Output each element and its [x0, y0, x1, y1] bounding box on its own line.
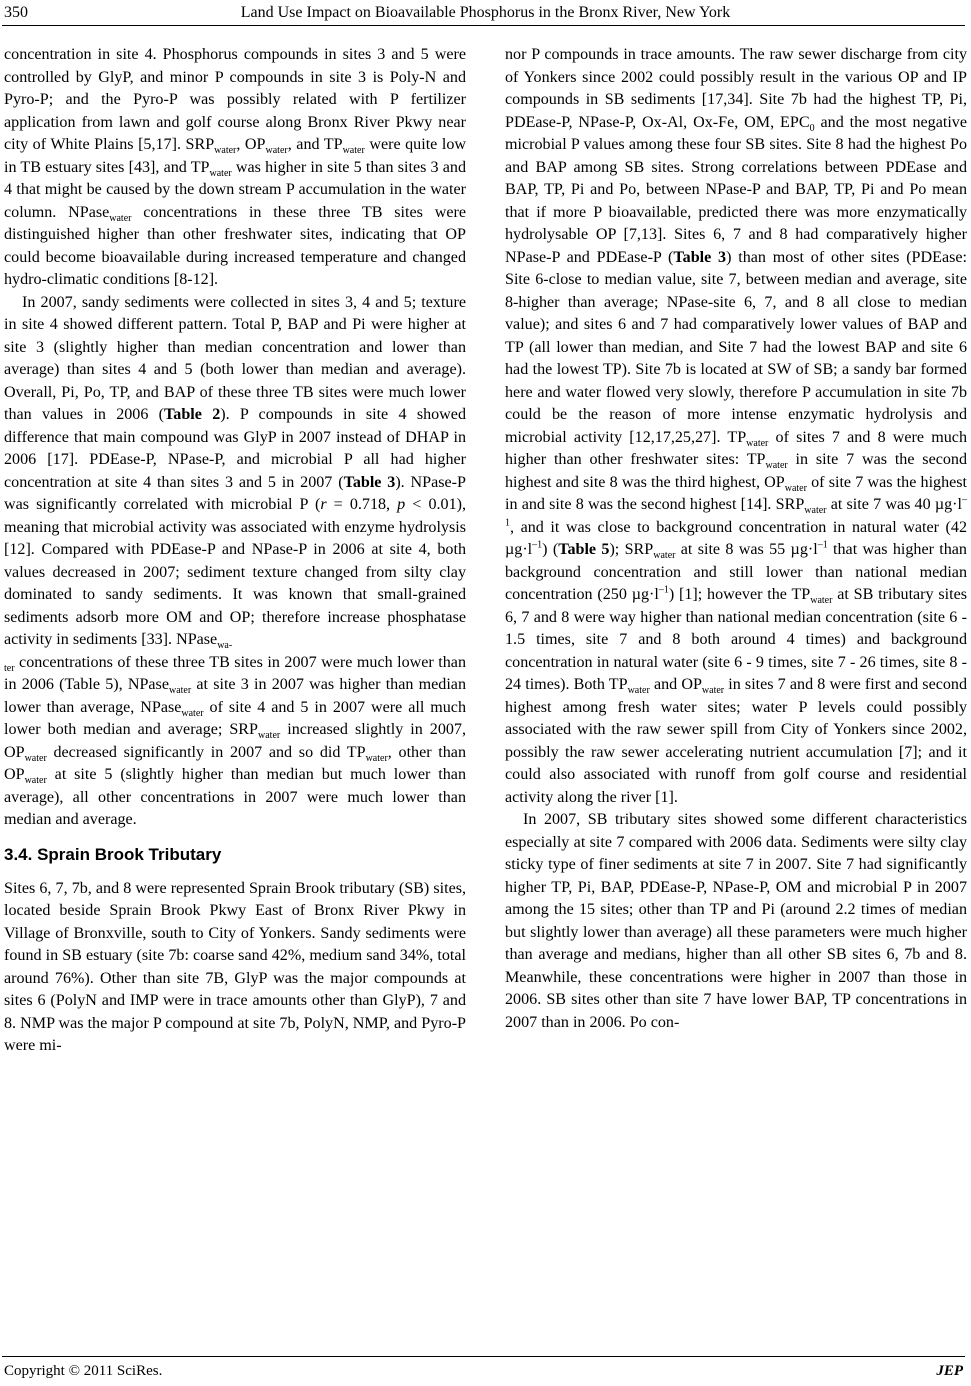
page-footer — [0, 1356, 971, 1382]
table-ref: Table 5 — [558, 541, 610, 558]
header-rule — [2, 25, 965, 26]
page-number: 350 — [4, 4, 28, 21]
running-title: Land Use Impact on Bioavailable Phosphorus in the Bronx River, New York — [240, 4, 731, 21]
copyright: Copyright © 2011 SciRes. — [4, 1363, 163, 1379]
paragraph: In 2007, sandy sediments were collected in sites 3, 4 and 5; texture in site 4 showed different pattern. Total P, BAP and Pi were higher at site 3 (slightly higher than median concentration and lower than average) than sites 4 and 5 (both lower than median and average). Overall, Pi, Po, TP, and BAP of these three TB sites were much lower than values in 2006 (Table 2). P compounds in site 4 showed difference that main compound was GlyP in 2007 instead of DHAP in 2006 [17]. PDEase-P, NPase-P, and microbial P all had higher concentration at site 4 than sites 3 and 5 in 2007 (Table 3). NPase-P was significantly correlated with microbial P (r = 0.718, p < 0.01), meaning that microbial activity was associated with enzyme hydrolysis [12]. Compared with PDEase-P and NPase-P in 2006 at site 4, both values decreased in 2007; sediment texture changed from silty clay dominated to sandy sediments. It was known that small-grained sediments adsorb more OM and OP; therefore increase phosphatase activity in sediments [33]. NPase$_{wa-}$ $_{ter}$ concentrations of these three TB sites in 2007 were much lower than in 2006 (Table 5), NPase$_{water}$ at site 3 in 2007 was higher than median lower than average, NPase$_{water}$ of site 4 and 5 in 2007 were all much lower both median and average; $SRP_{water}$ increased slightly in 2007, $OP_{water}$ decreased significantly in 2007 and so did $TP_{water}$, other than $OP_{water}$ at site 5 (slightly higher than median but much lower than average), all other concentrations in 2007 were much lower than median and average. — [4, 293, 467, 828]
paragraph: Sites 6, 7, 7b, and 8 were represented Sprain Brook tributary (SB) sites, located beside Sprain Brook Pkwy East of Bronx River Pkwy in Village of Bronxville, south to City of Yonkers. Sandy sediments were found in SB estuary (site 7b: coarse sand 42%, medium sand 34%, total around 76%). Other than site 7B, GlyP was the major compounds at sites 6 (PolyN and IMP were in trace amounts other than GlyP), 7 and 8. NMP was the major P compound at site 7b, PolyN, NMP, and Pyro-P were mi- — [4, 879, 466, 1054]
right-column — [505, 44, 967, 1034]
footer-rule — [2, 1356, 965, 1357]
journal-abbrev: JEP — [936, 1363, 963, 1379]
paragraph: In 2007, SB tributary sites showed some different characteristics especially at site 7 compared with 2006 data. Sediments were silty clay sticky type of finer sediments at site 7 in 2007. Site 7 had significantly higher TP, Pi, BAP, PDEase-P, NPase-P, OM and microbial P in 2007 among the 15 sites; other than TP and Pi (around 2.2 times of median but slightly lower than average) all these parameters were much higher than average and medians, higher than all other SB sites 6, 7b and 8. Meanwhile, these concentrations were higher in 2007 than those in 2006. SB sites other than site 7 have lower BAP, TP concentrations in 2007 than in 2006. Po con- — [505, 811, 967, 1031]
section-heading: 3.4. Sprain Brook Tributary — [4, 844, 222, 864]
page-header — [0, 0, 971, 26]
paragraph: concentration in site 4. Phosphorus compounds in sites 3 and 5 were controlled by GlyP, and minor P compounds in site 3 is Poly-N and Pyro-P; and the Pyro-P was possibly related with P fertilizer application from lawn and golf course along Bronx River Pkwy near city of White Plains [5,17]. $SRP_{water}$, $OP_{water}$, and $TP_{water}$ were quite low in TB estuary sites [43], and $TP_{water}$ was higher in site 5 than sites 3 and 4 that might be caused by the down stream P accumulation in the water column. NPase$_{water}$ concentrations in these three TB sites were distinguished higher than other freshwater sites, indicating that OP could become bioavailable during increased temperature and changed hydro-climatic conditions [8-12]. — [4, 46, 466, 288]
table-ref: Table 2 — [164, 406, 221, 423]
table-ref: Table 3 — [673, 248, 727, 266]
table-ref: Table 3 — [343, 473, 396, 491]
left-column — [4, 44, 466, 1058]
paragraph: nor P compounds in trace amounts. The raw sewer discharge from city of Yonkers since 2002 could possibly result in the various OP and IP compounds in SB sediments [17,34]. Site 7b had the highest TP, Pi, PDEase-P, NPase-P, Ox-Al, Ox-Fe, OM, $EPC_0$ and the most negative microbial P values among these four SB sites. Site 8 had the highest Po and BAP among SB sites. Strong correlations between PDEase and BAP, TP, Pi and Po, between NPase-P and BAP, TP, Pi and Po mean that if more P bioavailable, predicted there was more enzymatically hydrolysable OP [7,13]. Sites 6, 7 and 8 had comparatively higher NPase-P and PDEase-P (Table 3) than most of other sites (PDEase: Site 6-close to median value, site 7, between median and average, site 8-higher than average; NPase-site 6, 7, and 8 all close to median value); and sites 6 and 7 had comparatively lower values of BAP and TP (all lower than median, and Site 7 had the lowest BAP and site 6 had the lowest TP). Site 7b is located at SW of SB; a sandy bar formed here and water flowed very slowly, therefore P accumulation in site 7b could be the reason of more intense enzymatic hydrolysis and microbial activity [12,17,25,27]. $TP_{water}$ of sites 7 and 8 were much higher than other freshwater sites: $TP_{water}$ in site 7 was the second highest and site 8 was the third highest, $OP_{water}$ of site 7 was the highest in and site 8 was the second highest [14]. $SRP_{water}$ at site 7 was 40 $\mu g\cdot l^{-1}$, and it was close to background concentration in natural water (42 $\mu g\cdot l^{-1}$) (Table 5); $SRP_{water}$ at site 8 was 55 $\mu g\cdot l^{-1}$ that was higher than background concentration and still lower than national median concentration (250 $\mu g\cdot l^{-1}$) [1]; however the $TP_{water}$ at SB tributary sites 6, 7 and 8 were way higher than national median concentration (site 6 - 1.5 times, site 7 and 8 both around 4 times) and background concentration in natural water (site 6 - 9 times, site 7 - 26 times, site 8 - 24 times). Both $TP_{water}$ and $OP_{water}$ in sites 7 and 8 were first and second highest among fresh water sites; water P levels could possibly associated with the raw sewer spill from City of Yonkers since 2002, possibly the raw sewer accelerating nutrient accumulation [7]; and it could also associated with runoff from golf course and residential activity along the river [1]. — [505, 46, 968, 806]
